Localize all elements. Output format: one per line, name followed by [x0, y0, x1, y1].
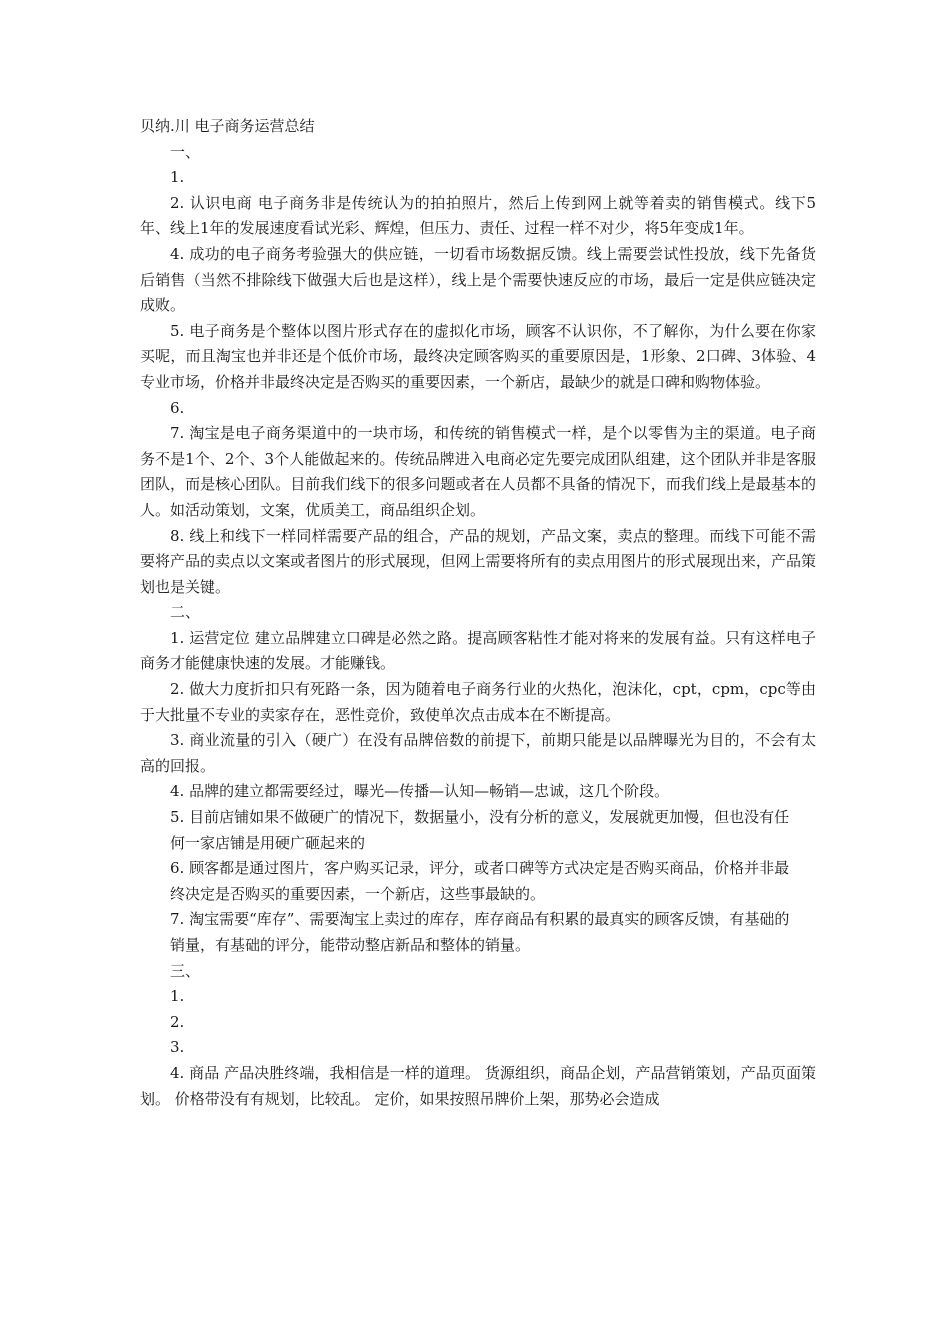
paragraph: 7. 淘宝是电子商务渠道中的一块市场，和传统的销售模式一样，是个以零售为主的渠道。电子商务不是1个、2个、3个人能做起来的。传统品牌进入电商必定先要完成团队组建，这个团队并非是客服团队，而是核心团队。目前我们线下的很多问题或者在人员都不具备的情况下，而我们线上是最基本的人。如活动策划，文案，优质美工，商品组织企划。	[140, 424, 816, 519]
paragraph: 2.	[170, 1012, 185, 1031]
document-body	[140, 114, 816, 1112]
paragraph: 1.	[170, 987, 185, 1006]
paragraph-continuation: 销量，有基础的评分，能带动整店新品和整体的销量。	[170, 936, 531, 954]
document-title: 贝纳.川 电子商务运营总结	[140, 117, 315, 135]
section-heading-2: 二、	[170, 603, 201, 622]
paragraph: 3. 商业流量的引入（硬广）在没有品牌倍数的前提下，前期只能是以品牌曝光为目的，不会有太高的回报。	[140, 731, 816, 775]
paragraph-continuation: 终决定是否购买的重要因素，一个新店，这些事最缺的。	[170, 884, 546, 903]
paragraph-continuation: 何一家店铺是用硬广砸起来的	[170, 833, 366, 852]
paragraph: 7. 淘宝需要“库存”、需要淘宝上卖过的库存，库存商品有积累的最真实的顾客反馈，有基础的	[170, 910, 790, 929]
paragraph: 4. 成功的电子商务考验强大的供应链，一切看市场数据反馈。线上需要尝试性投放，线下先备货后销售（当然不排除线下做强大后也是这样），线上是个需要快速反应的市场，最后一定是供应链决定成败。	[140, 244, 816, 315]
paragraph: 1. 运营定位 建立品牌建立口碑是必然之路。提高顾客粘性才能对将来的发展有益。只有这样电子商务才能健康快速的发展。才能赚钱。	[140, 628, 816, 673]
paragraph: 8. 线上和线下一样同样需要产品的组合，产品的规划，产品文案，卖点的整理。而线下可能不需要将产品的卖点以文案或者图片的形式展现，但网上需要将所有的卖点用图片的形式展现出来，产品策划也是关键。	[140, 526, 816, 596]
paragraph: 4. 商品 产品决胜终端，我相信是一样的道理。 货源组织，商品企划，产品营销策划，产品页面策划。 价格带没有有规划，比较乱。 定价，如果按照吊牌价上架，那势必会造成	[140, 1063, 816, 1108]
paragraph: 4. 品牌的建立都需要经过，曝光—传播—认知—畅销—忠诚，这几个阶段。	[170, 782, 670, 801]
paragraph: 2. 认识电商 电子商务非是传统认为的拍拍照片，然后上传到网上就等着卖的销售模式。线下5年、线上1年的发展速度看试光彩、辉煌，但压力、责任、过程一样不对少，将5年变成1年。	[140, 193, 816, 238]
paragraph: 1.	[170, 168, 185, 187]
paragraph: 6.	[170, 398, 185, 417]
paragraph: 3.	[170, 1038, 185, 1057]
paragraph: 5. 电子商务是个整体以图片形式存在的虚拟化市场，顾客不认识你，不了解你，为什么要在你家买呢，而且淘宝也并非还是个低价市场，最终决定顾客购买的重要原因是，1形象、2口碑、3体验、4专业市场，价格并非最终决定是否购买的重要因素，一个新店，最缺少的就是口碑和购物体验。	[140, 321, 816, 391]
section-heading-3: 三、	[170, 961, 201, 980]
paragraph: 2. 做大力度折扣只有死路一条，因为随着电子商务行业的火热化，泡沫化，cpt，cpm，cpc等由于大批量不专业的卖家存在，恶性竞价，致使单次点击成本在不断提高。	[140, 680, 816, 724]
paragraph: 5. 目前店铺如果不做硬广的情况下，数据量小，没有分析的意义，发展就更加慢，但也没有任	[170, 808, 790, 827]
paragraph: 6. 顾客都是通过图片，客户购买记录，评分，或者口碑等方式决定是否购买商品，价格并非最	[170, 859, 790, 878]
section-heading-1: 一、	[170, 142, 201, 161]
